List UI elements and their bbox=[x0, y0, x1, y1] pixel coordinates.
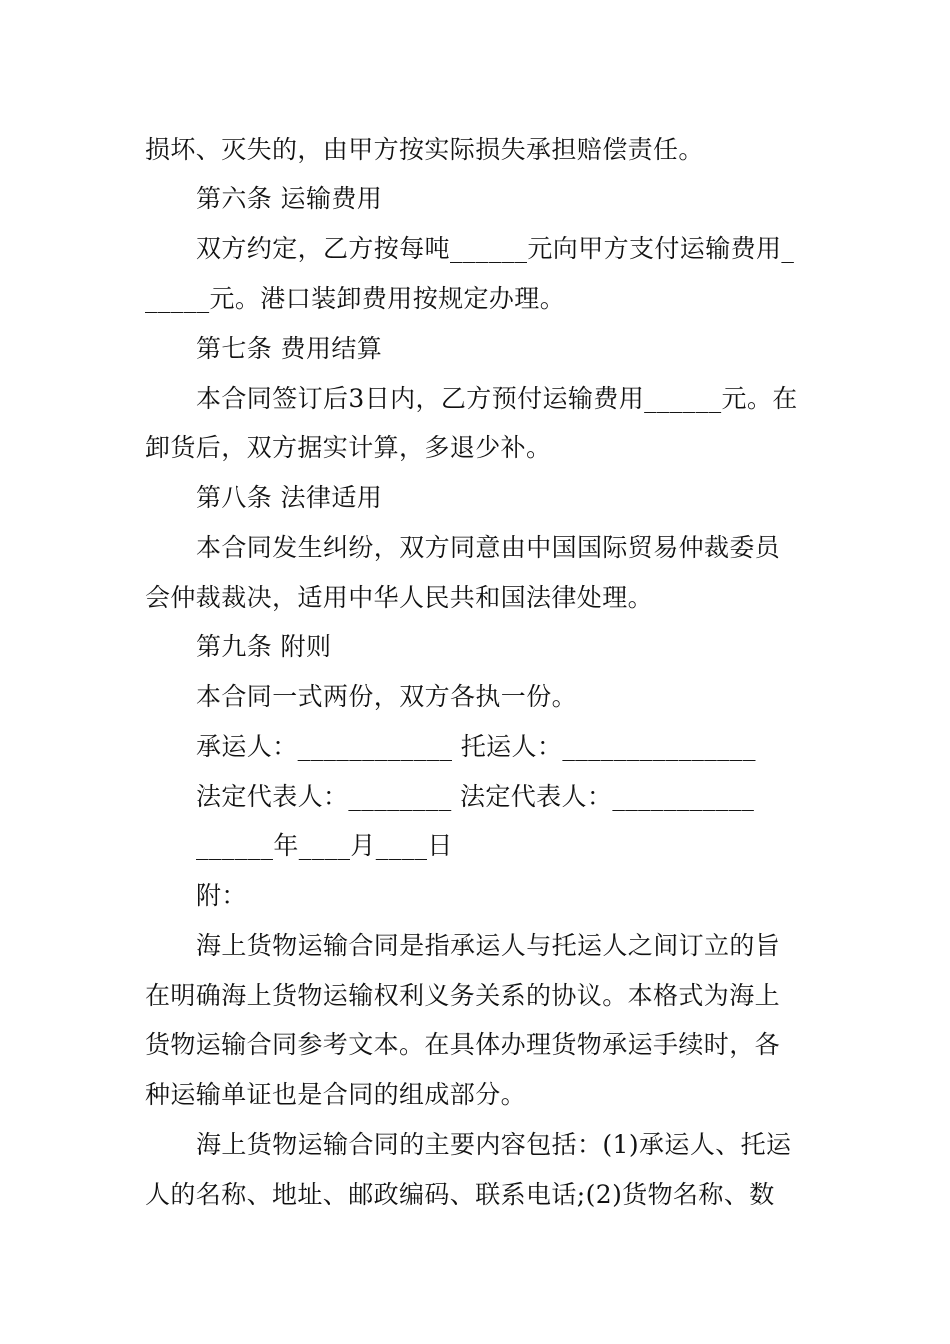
paragraph-line: 本合同一式两份，双方各执一份。 bbox=[196, 682, 578, 711]
paragraph-line: 卸货后，双方据实计算，多退少补。 bbox=[145, 433, 552, 462]
paragraph-line: _____元。港口装卸费用按规定办理。 bbox=[145, 284, 566, 313]
article-heading: 第六条 运输费用 bbox=[196, 184, 383, 213]
paragraph-line: 海上货物运输合同的主要内容包括：(1)承运人、托运 bbox=[196, 1130, 792, 1159]
paragraph-line: 损坏、灭失的，由甲方按实际损失承担赔偿责任。 bbox=[145, 135, 704, 164]
paragraph-line: 人的名称、地址、邮政编码、联系电话;(2)货物名称、数 bbox=[145, 1180, 775, 1209]
date-line: ______年____月____日 bbox=[196, 831, 453, 860]
appendix-heading: 附： bbox=[196, 881, 247, 910]
signature-line: 承运人：____________ 托运人：_______________ bbox=[196, 732, 756, 761]
paragraph-line: 在明确海上货物运输权利义务关系的协议。本格式为海上 bbox=[145, 981, 781, 1010]
paragraph-line: 本合同发生纠纷，双方同意由中国国际贸易仲裁委员 bbox=[196, 533, 781, 562]
paragraph-line: 货物运输合同参考文本。在具体办理货物承运手续时，各 bbox=[145, 1030, 781, 1059]
paragraph-line: 双方约定，乙方按每吨______元向甲方支付运输费用_ bbox=[196, 234, 795, 263]
article-heading: 第九条 附则 bbox=[196, 632, 332, 661]
signature-line: 法定代表人：________ 法定代表人：___________ bbox=[196, 782, 755, 811]
paragraph-line: 海上货物运输合同是指承运人与托运人之间订立的旨 bbox=[196, 931, 781, 960]
paragraph-line: 会仲裁裁决，适用中华人民共和国法律处理。 bbox=[145, 583, 654, 612]
paragraph-line: 本合同签订后3日内，乙方预付运输费用______元。在 bbox=[196, 384, 798, 413]
paragraph-line: 种运输单证也是合同的组成部分。 bbox=[145, 1080, 527, 1109]
article-heading: 第八条 法律适用 bbox=[196, 483, 383, 512]
article-heading: 第七条 费用结算 bbox=[196, 334, 383, 363]
